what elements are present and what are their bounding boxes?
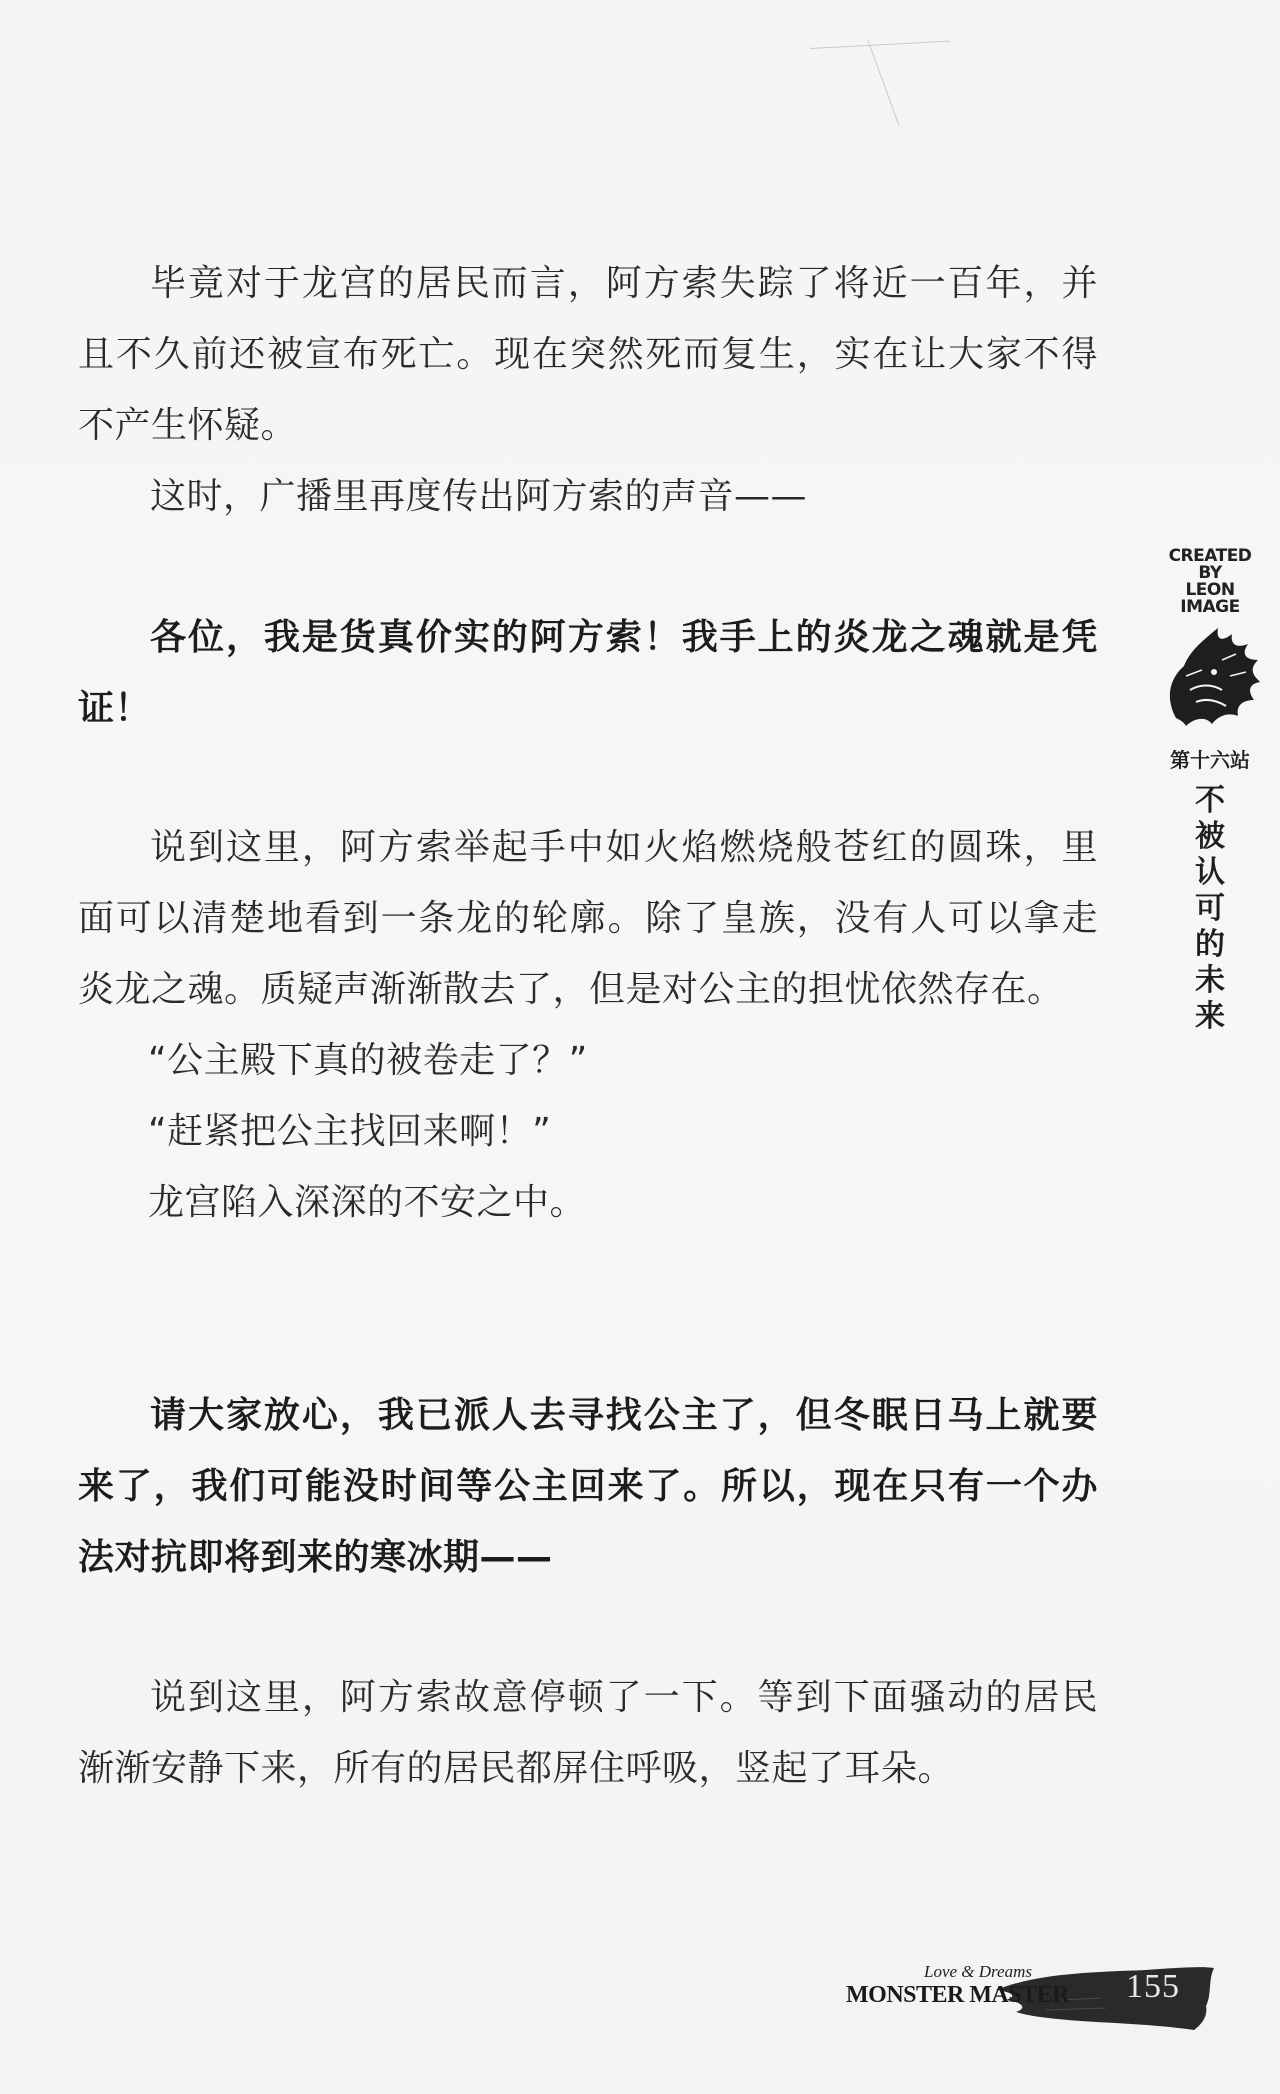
chapter-title: 不被认可的未来 bbox=[1195, 783, 1225, 1034]
dialogue-line: “赶紧把公主找回来啊！” bbox=[148, 1111, 552, 1152]
paragraph: 说到这里，阿方索故意停顿了一下。等到下面骚动的居民渐渐安静下来，所有的居民都屏住呼吸，竖起了耳朵。 bbox=[78, 1677, 1098, 1789]
bold-paragraph: 请大家放心，我已派人去寻找公主了，但冬眠日马上就要来了，我们可能没时间等公主回来了。所以，现在只有一个办法对抗即将到来的寒冰期—— bbox=[78, 1395, 1098, 1578]
series-subtitle: Love & Dreams bbox=[924, 1962, 1032, 1981]
narration-line: 龙宫陷入深深的不安之中。 bbox=[148, 1182, 587, 1223]
series-title: MONSTER MASTER bbox=[846, 1982, 1070, 2008]
broadcast-text-2 bbox=[78, 1380, 1098, 1593]
dialogue-line: “公主殿下真的被卷走了？” bbox=[148, 1040, 588, 1081]
chapter-sidebar bbox=[1150, 548, 1270, 1035]
bold-paragraph: 各位，我是货真价实的阿方索！我手上的炎龙之魂就是凭证！ bbox=[78, 617, 1098, 729]
page-footer bbox=[846, 1960, 1226, 2034]
dragon-head-icon bbox=[1156, 620, 1264, 730]
broadcast-text-1 bbox=[78, 602, 1098, 744]
scan-scratch bbox=[868, 40, 900, 125]
paragraph: 这时，广播里再度传出阿方索的声音—— bbox=[150, 476, 808, 517]
text-block-mid bbox=[78, 812, 1098, 1238]
text-block-top bbox=[78, 248, 1098, 532]
paragraph: 毕竟对于龙宫的居民而言，阿方索失踪了将近一百年，并且不久前还被宣布死亡。现在突然死而复生，实在让大家不得不产生怀疑。 bbox=[78, 263, 1098, 446]
page-number: 155 bbox=[1126, 1968, 1180, 2005]
publisher-logo-text: CREATED BY LEON IMAGE bbox=[1168, 546, 1252, 617]
scan-scratch bbox=[810, 41, 950, 49]
text-block-end bbox=[78, 1662, 1098, 1804]
paragraph: 说到这里，阿方索举起手中如火焰燃烧般苍红的圆珠，里面可以清楚地看到一条龙的轮廓。除了皇族，没有人可以拿走炎龙之魂。质疑声渐渐散去了，但是对公主的担忧依然存在。 bbox=[78, 827, 1098, 1010]
chapter-number: 第十六站 bbox=[1170, 748, 1250, 772]
